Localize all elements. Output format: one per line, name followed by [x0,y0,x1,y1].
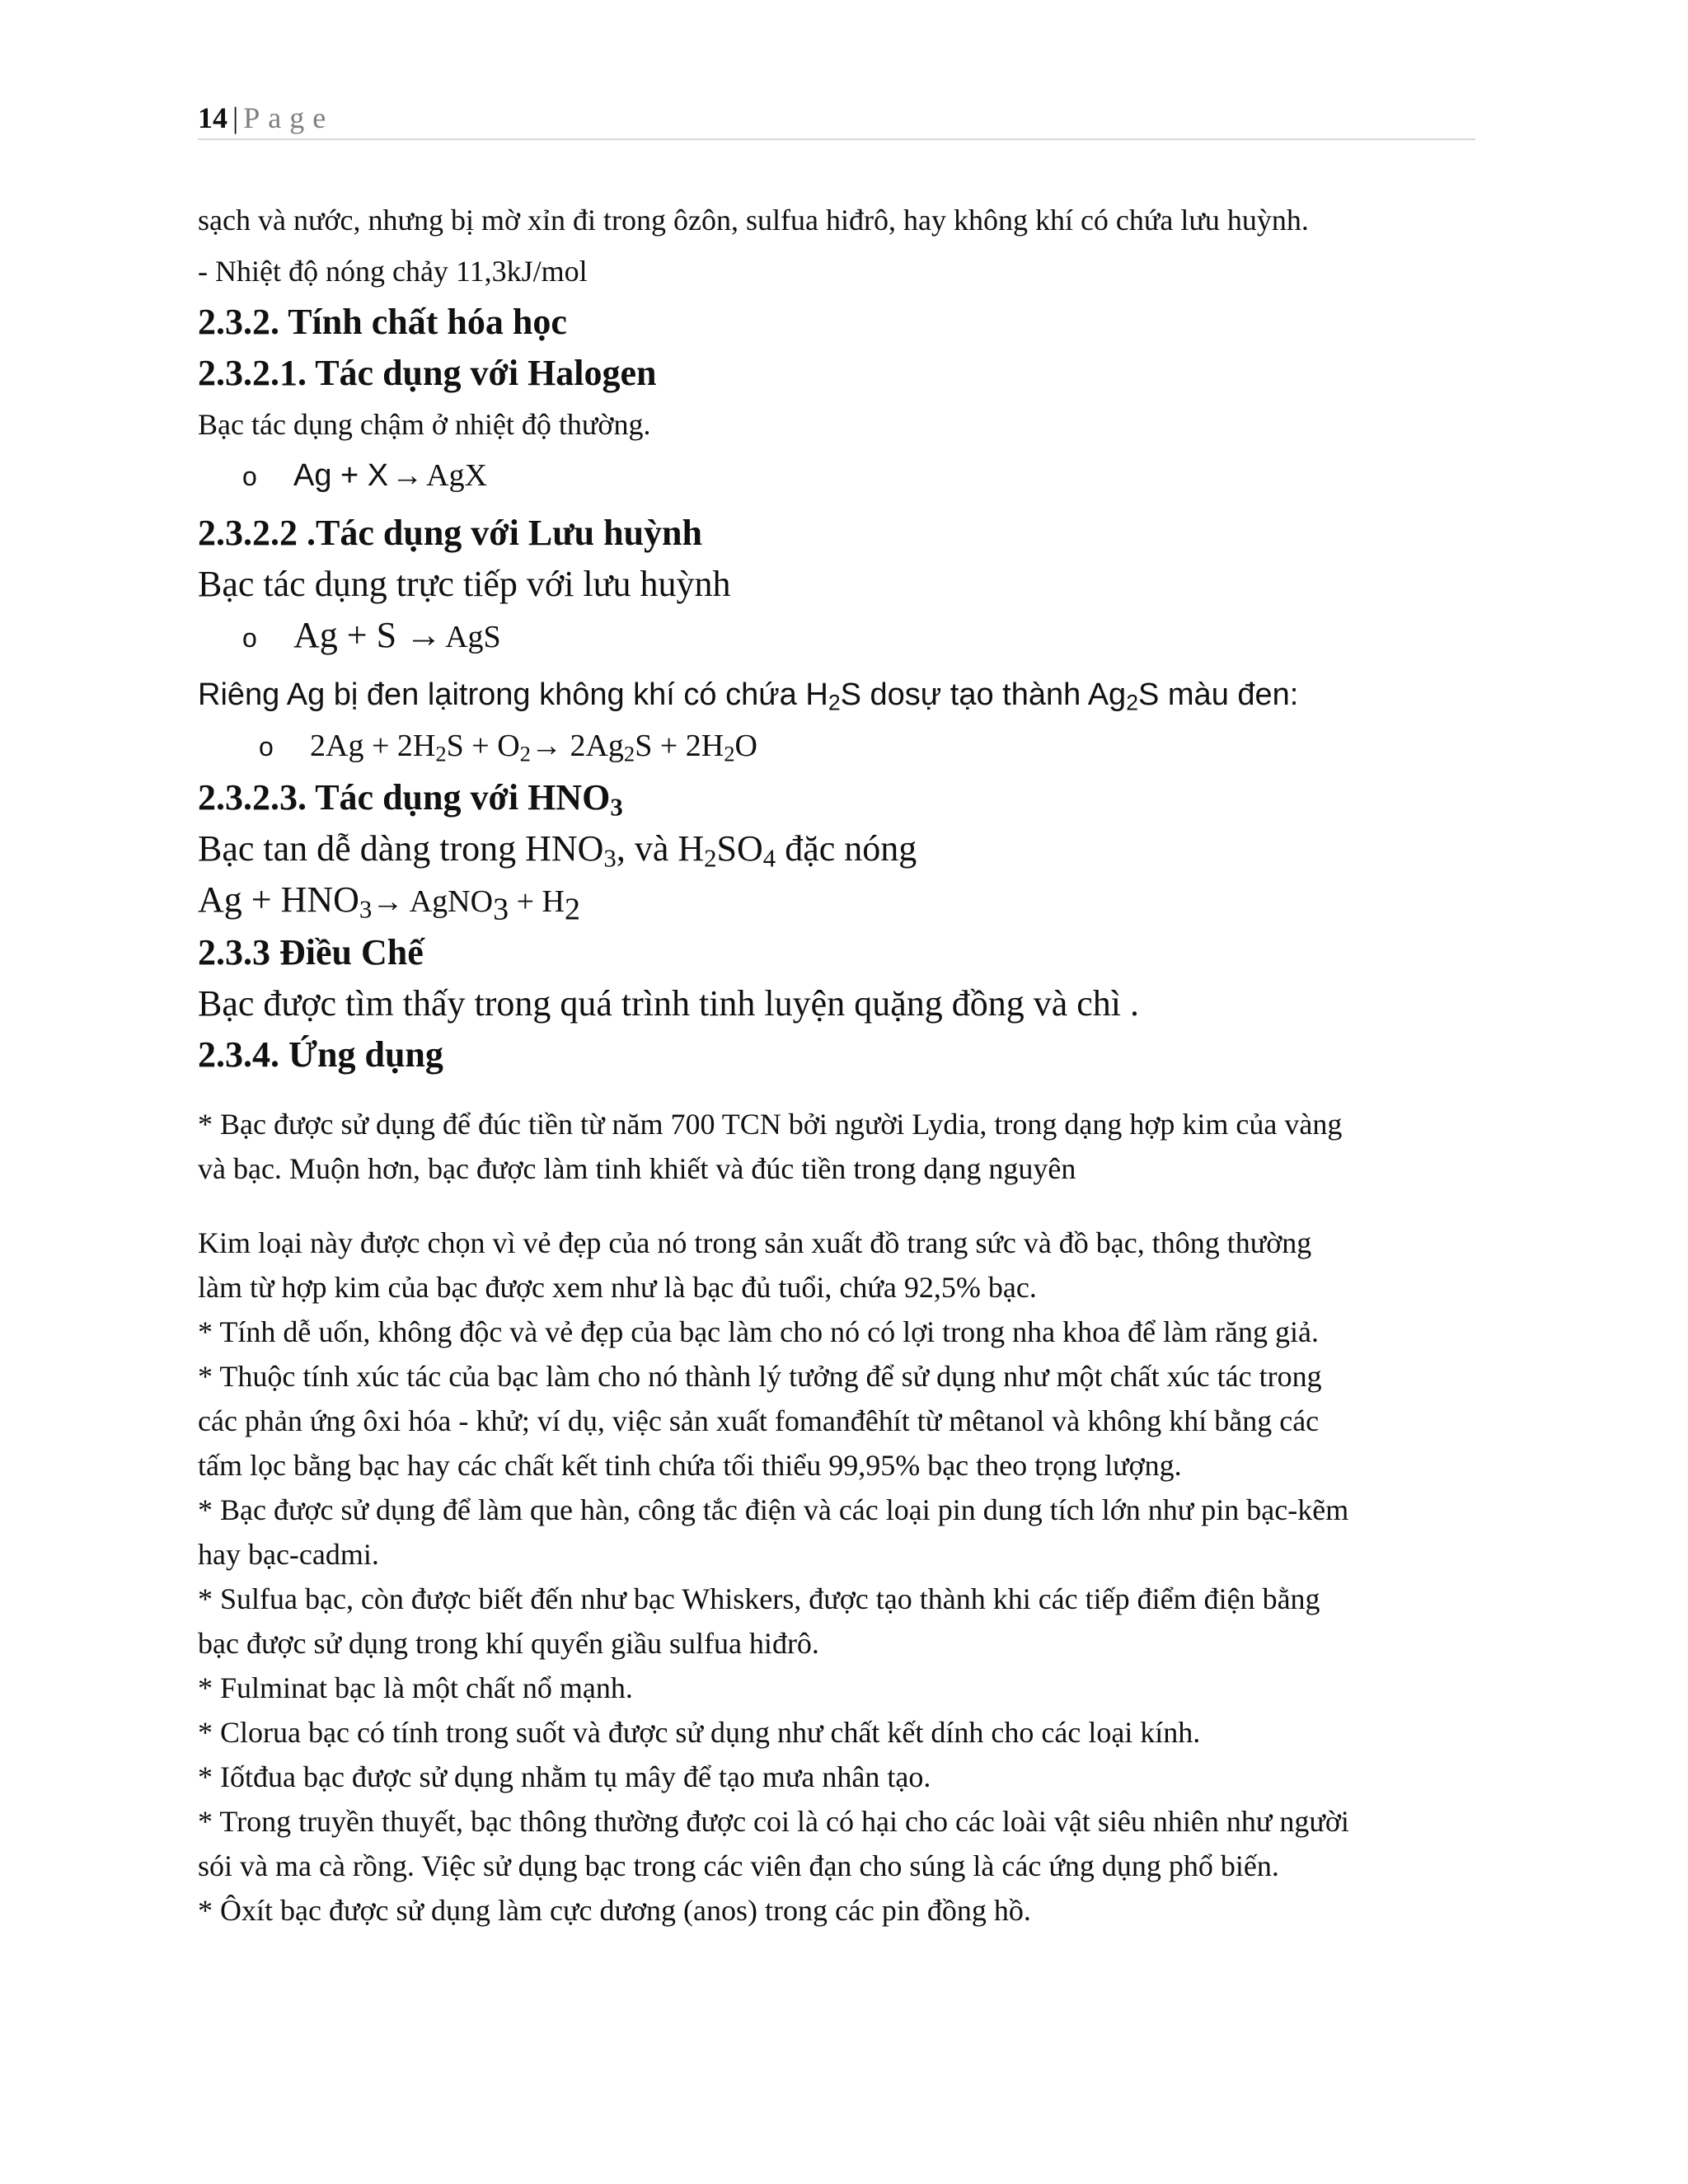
equation-right: AgX [426,458,488,493]
application-line: * Trong truyền thuyết, bạc thông thường được coi là có hại cho các loài vật siêu nhiên như người [198,1805,1349,1838]
heading-2-3-2-1: 2.3.2.1. Tác dụng với Halogen [198,353,657,393]
equation-arrow: → [392,458,424,493]
application-line: * Tính dễ uốn, không độc và vẻ đẹp của bạc làm cho nó có lợi trong nha khoa để làm răng giả. [198,1315,1319,1348]
application-line: * Clorua bạc có tính trong suốt và được sử dụng như chất kết dính cho các loại kính. [198,1716,1201,1749]
equation-left: Ag + S → [293,615,443,655]
page-word: Page [243,101,335,134]
application-line: bạc được sử dụng trong khí quyển giầu sulfua hiđrô. [198,1627,819,1660]
heading-2-3-2-3: 2.3.2.3. Tác dụng với $HNO_3$ [198,777,623,822]
page-content [198,194,1484,1933]
application-line: các phản ứng ôxi hóa - khử; ví dụ, việc sản xuất fomanđêhít từ mêtanol và không khí bằng các [198,1404,1320,1437]
application-line: * Bạc được sử dụng để làm que hàn, công tắc điện và các loại pin dung tích lớn như pin bạc-kẽm [198,1493,1349,1526]
heading-2-3-2-2: 2.3.2.2 .Tác dụng với Lưu huỳnh [198,513,702,553]
bullet-marker: o [242,623,257,653]
application-line: làm từ hợp kim của bạc được xem như là bạc đủ tuổi, chứa 92,5% bạc. [198,1271,1037,1304]
heading-2-3-3: 2.3.3 Điều Chế [198,932,424,972]
application-line: tấm lọc bằng bạc hay các chất kết tinh chứa tối thiểu 99,95% bạc theo trọng lượng. [198,1449,1182,1482]
page-header [198,97,1475,140]
sulfur-equation [198,610,1484,669]
bullet-marker: o [259,732,274,762]
preparation-text: Bạc được tìm thấy trong quá trình tinh luyện quặng đồng và chì . [198,983,1140,1024]
application-line: sói và ma cà rồng. Việc sử dụng bạc trong các viên đạn cho súng là các ứng dụng phổ biến. [198,1849,1279,1882]
equation-left: Ag + X [293,458,389,493]
application-line: * Sulfua bạc, còn được biết đến như bạc Whiskers, được tạo thành khi các tiếp điểm điện bằng [198,1582,1320,1615]
intro-line-2: - Nhiệt độ nóng chảy 11,3kJ/mol [198,255,588,288]
application-line: * Thuộc tính xúc tác của bạc làm cho nó thành lý tưởng để sử dụng như một chất xúc tác trong [198,1360,1322,1393]
application-line: Kim loại này được chọn vì vẻ đẹp của nó trong sản xuất đồ trang sức và đồ bạc, thông thường [198,1226,1312,1259]
intro-line-1: sạch và nước, nhưng bị mờ xỉn đi trong ôzôn, sulfua hiđrô, hay không khí có chứa lưu huỳnh. [198,204,1309,237]
halogen-text: Bạc tác dụng chậm ở nhiệt độ thường. [198,408,651,441]
sulfur-note: Riêng Ag bị đen lạitrong không khí có chứa $H_2S$ dosự tạo thành $Ag_2S$ màu đen: [198,677,1299,715]
nitric-text: Bạc tan dễ dàng trong $HNO_3$, và $H_2SO_4$ đặc nóng [198,828,917,873]
heading-2-3-2: 2.3.2. Tính chất hóa học [198,302,567,342]
bullet-marker: o [242,462,257,491]
nitric-equation: $Ag + HNO_3\to$ AgNO$_3$ + $H_2$ [198,879,580,927]
page-number: 14 [198,101,227,134]
heading-2-3-4: 2.3.4. Ứng dụng [198,1034,443,1075]
h2s-equation-text: $2Ag + 2H_2S + O_2\to 2Ag_2S + 2H_2O$ [310,729,757,766]
equation-right: AgS [445,620,501,654]
application-line: * Iốtđua bạc được sử dụng nhằm tụ mây để tạo mưa nhân tạo. [198,1760,931,1793]
application-line: * Ôxít bạc được sử dụng làm cực dương (anos) trong các pin đồng hồ. [198,1894,1031,1927]
header-separator: | [232,101,239,134]
sulfur-text: Bạc tác dụng trực tiếp với lưu huỳnh [198,564,731,604]
application-line: và bạc. Muộn hơn, bạc được làm tinh khiết và đúc tiền trong dạng nguyên [198,1152,1076,1185]
halogen-equation [198,450,1484,508]
application-line: hay bạc-cadmi. [198,1538,379,1571]
application-line: * Fulminat bạc là một chất nổ mạnh. [198,1671,633,1704]
h2s-equation [198,720,1484,772]
application-line: * Bạc được sử dụng để đúc tiền từ năm 700 TCN bởi người Lydia, trong dạng hợp kim của vàng [198,1108,1343,1141]
